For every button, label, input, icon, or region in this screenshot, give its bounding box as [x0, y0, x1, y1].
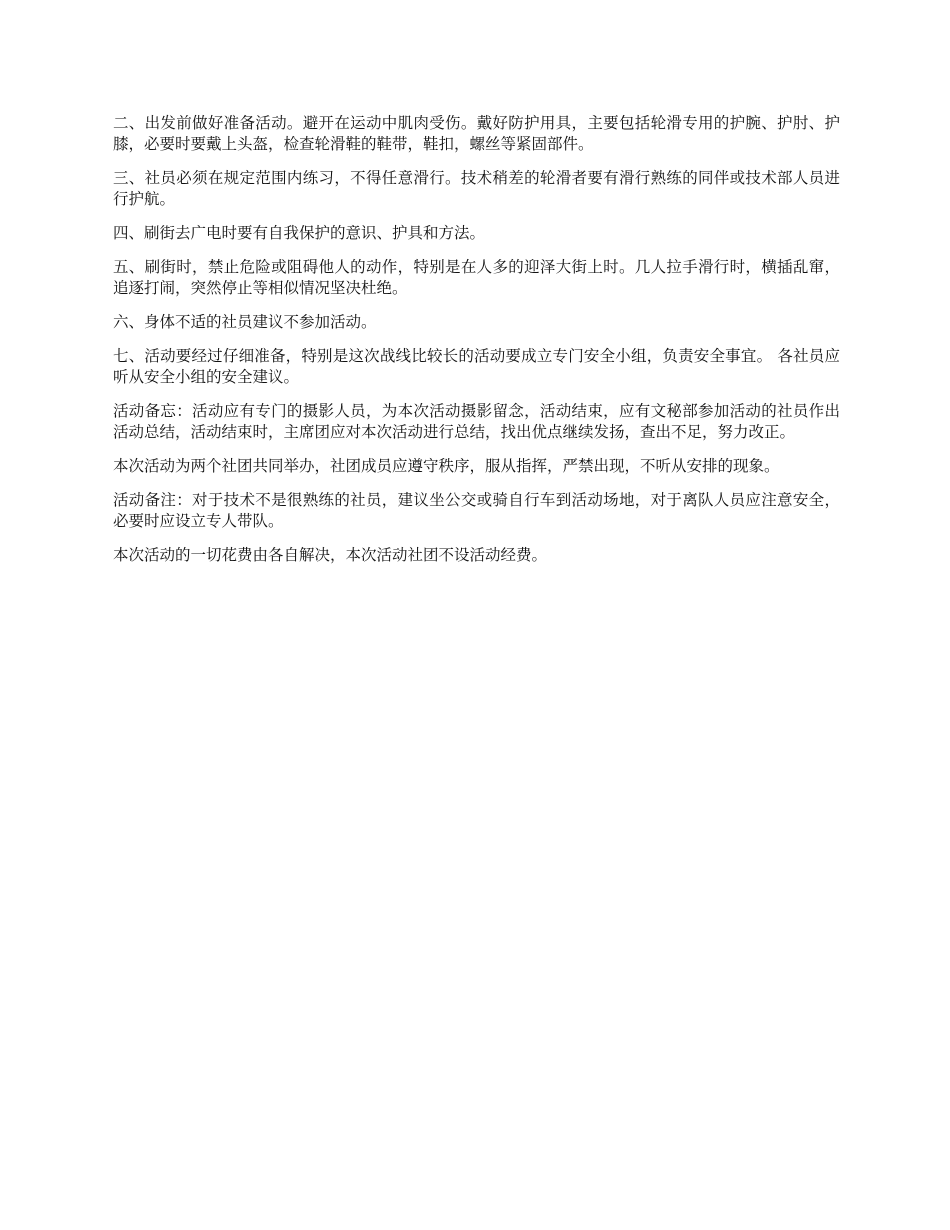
- paragraph-practice-range: 三、社员必须在规定范围内练习，不得任意滑行。技术稍差的轮滑者要有滑行熟练的同伴或技术部人员进行护航。: [113, 169, 840, 208]
- paragraph-self-protection: 四、刷街去广电时要有自我保护的意识、护具和方法。: [113, 224, 486, 242]
- paragraph-safety-team: 七、活动要经过仔细准备，特别是这次战线比较长的活动要成立专门安全小组，负责安全事宜。 各社员应听从安全小组的安全建议。: [113, 347, 840, 386]
- paragraph-expenses: 本次活动的一切花费由各自解决，本次活动社团不设活动经费。: [113, 546, 548, 564]
- paragraph-health: 六、身体不适的社员建议不参加活动。: [113, 313, 377, 331]
- paragraph-activity-note: 活动备注：对于技术不是很熟练的社员，建议坐公交或骑自行车到活动场地，对于离队人员应注意安全，必要时应设立专人带队。: [113, 491, 840, 530]
- paragraph-preparation: 二、出发前做好准备活动。避开在运动中肌肉受伤。戴好防护用具，主要包括轮滑专用的护腕、护肘、护膝，必要时要戴上头盔，检查轮滑鞋的鞋带，鞋扣，螺丝等紧固部件。: [113, 114, 840, 153]
- paragraph-street-rules: 五、刷街时，禁止危险或阻碍他人的动作，特别是在人多的迎泽大街上时。几人拉手滑行时，横插乱窜，追逐打闹，突然停止等相似情况坚决杜绝。: [113, 258, 840, 297]
- document-page: [113, 113, 840, 579]
- paragraph-activity-memo: 活动备忘：活动应有专门的摄影人员，为本次活动摄影留念，活动结束，应有文秘部参加活动的社员作出活动总结，活动结束时，主席团应对本次活动进行总结，找出优点继续发扬，查出不足，努力改正。: [113, 402, 840, 441]
- paragraph-joint-event: 本次活动为两个社团共同举办，社团成员应遵守秩序，服从指挥，严禁出现，不听从安排的现象。: [113, 457, 780, 475]
